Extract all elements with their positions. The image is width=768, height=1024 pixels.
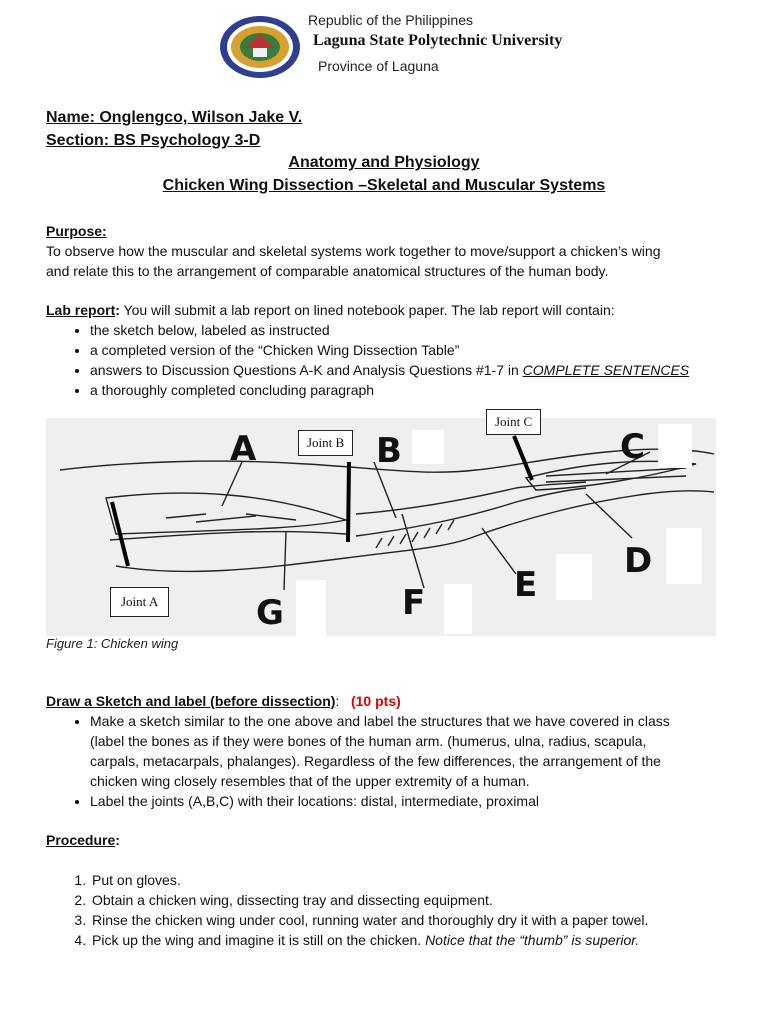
procedure-step: 1. Put on gloves. xyxy=(90,870,648,890)
joint-c-marker xyxy=(514,436,532,480)
procedure-step: 3. Rinse the chicken wing under cool, running water and thoroughly dry it with a paper towel. xyxy=(90,910,648,930)
purpose-line-2: and relate this to the arrangement of comparable anatomical structures of the human body. xyxy=(46,263,609,279)
list-item xyxy=(90,711,670,791)
sketch-points: (10 pts) xyxy=(350,693,401,709)
lab-report-colon: : xyxy=(115,302,120,318)
lab-report-intro xyxy=(46,300,615,320)
list-item-text: answers to Discussion Questions A-K and Analysis Questions #1-7 in xyxy=(90,362,523,378)
list-item: • the sketch below, labeled as instructed xyxy=(90,320,689,340)
purpose-line-1: To observe how the muscular and skeletal systems work together to move/support a chicken’s wing xyxy=(46,243,661,259)
lab-report-list xyxy=(62,320,689,400)
label-d: D xyxy=(624,541,653,581)
procedure-steps xyxy=(62,870,648,950)
header-republic: Republic of the Philippines xyxy=(308,12,473,28)
purpose-heading: Purpose: xyxy=(46,223,107,239)
pointer-e xyxy=(482,528,516,574)
sketch-bullet-line: (label the bones as if they were bones of the human arm. (humerus, ulna, radius, scapula, xyxy=(90,733,647,749)
label-c: C xyxy=(620,427,645,467)
procedure-step xyxy=(90,930,648,950)
joint-a-label: Joint A xyxy=(110,587,169,617)
label-f: F xyxy=(402,583,426,623)
pointer-d xyxy=(586,494,632,538)
sketch-bullet-line: carpals, metacarpals, phalanges). Regardless of the few differences, the arrangement of the xyxy=(90,753,661,769)
sketch-heading xyxy=(46,691,401,711)
sketch-heading-text: Draw a Sketch and label (before dissection) xyxy=(46,693,336,709)
thumb-superior-note: Notice that the “thumb” is superior. xyxy=(425,932,640,948)
complete-sentences-emphasis: COMPLETE SENTENCES xyxy=(522,362,690,378)
course-title xyxy=(0,154,768,172)
label-e: E xyxy=(514,565,538,605)
procedure-step: 2. Obtain a chicken wing, dissecting tray and dissecting equipment. xyxy=(90,890,648,910)
label-a: A xyxy=(230,429,257,469)
figure-caption: Figure 1: Chicken wing xyxy=(46,636,179,651)
sketch-heading-colon: : xyxy=(335,693,340,709)
answer-box xyxy=(412,430,444,464)
student-section: Section: BS Psychology 3-D xyxy=(46,132,261,149)
procedure-heading-text: Procedure xyxy=(46,832,116,848)
answer-box xyxy=(658,424,692,468)
joint-b-marker xyxy=(348,462,349,542)
sketch-bullet-line: chicken wing closely resembles that of the upper extremity of a human. xyxy=(90,773,530,789)
label-b: B xyxy=(376,431,402,471)
answer-box xyxy=(666,528,702,584)
university-seal xyxy=(218,14,302,80)
list-item xyxy=(90,360,689,380)
student-name: Name: Onglengco, Wilson Jake V. xyxy=(46,109,303,126)
feather-hatching xyxy=(376,520,454,548)
label-g: G xyxy=(256,593,284,633)
list-item: • a thoroughly completed concluding paragraph xyxy=(90,380,689,400)
procedure-heading xyxy=(46,830,120,850)
list-item: • Label the joints (A,B,C) with their locations: distal, intermediate, proximal xyxy=(90,791,670,811)
header-province: Province of Laguna xyxy=(318,58,439,74)
activity-title xyxy=(0,177,768,195)
list-item: • a completed version of the “Chicken Wing Dissection Table” xyxy=(90,340,689,360)
procedure-step-text: Pick up the wing and imagine it is still on the chicken. xyxy=(92,932,426,948)
course-title-text: Anatomy and Physiology xyxy=(288,154,480,171)
wing-tip-lines xyxy=(546,468,686,482)
sketch-instructions-list xyxy=(62,711,670,811)
header-university: Laguna State Polytechnic University xyxy=(313,32,563,49)
activity-title-text: Chicken Wing Dissection –Skeletal and Muscular Systems xyxy=(162,177,606,194)
answer-box xyxy=(444,584,472,634)
answer-box xyxy=(296,580,326,636)
lab-report-label: Lab report xyxy=(46,302,116,318)
forearm-shape xyxy=(356,482,586,514)
ribbon-lines xyxy=(166,514,296,522)
joint-b-label: Joint B xyxy=(298,430,353,456)
pointer-g xyxy=(284,532,286,590)
upper-arm-muscle xyxy=(106,493,346,534)
answer-box xyxy=(556,554,592,600)
procedure-heading-colon: : xyxy=(115,832,120,848)
lab-report-text: You will submit a lab report on lined notebook paper. The lab report will contain: xyxy=(119,302,615,318)
joint-c-label: Joint C xyxy=(486,409,541,435)
sketch-bullet-line: Make a sketch similar to the one above and label the structures that we have covered in class xyxy=(90,713,670,729)
